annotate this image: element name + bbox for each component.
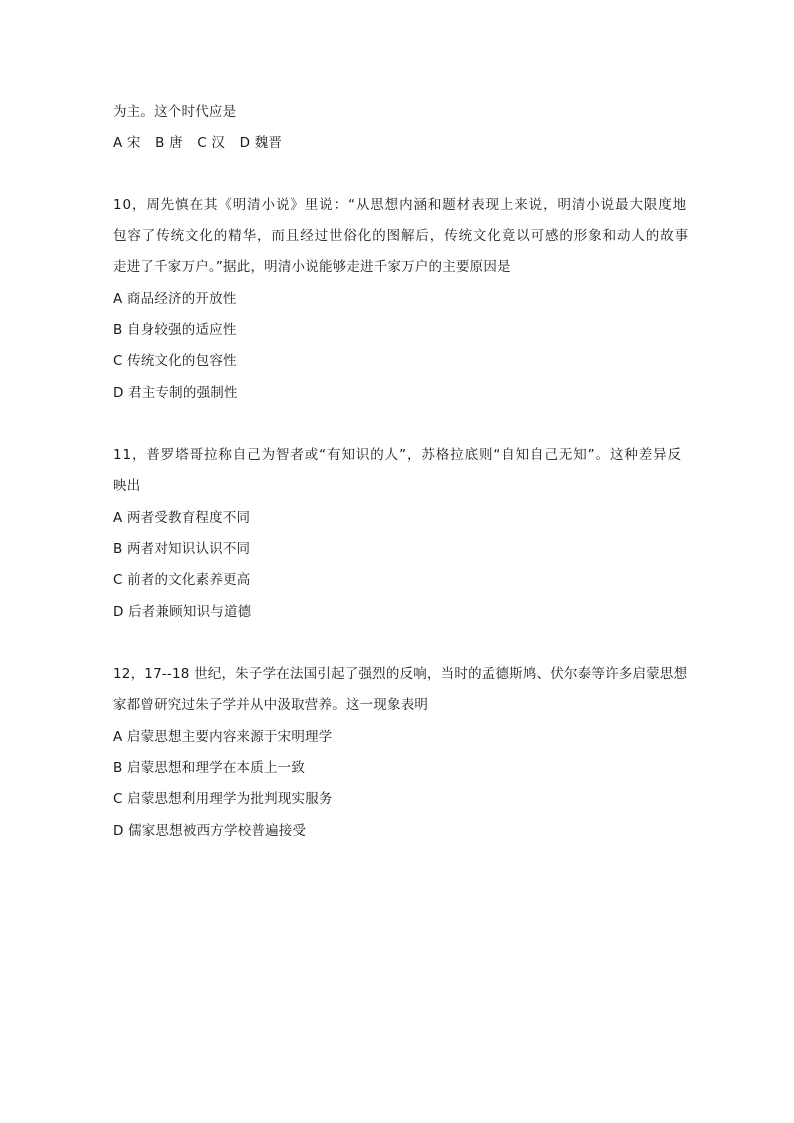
q10-option-a: A 商品经济的开放性 [113,291,237,307]
q10-stem-line-1: 10，周先慎在其《明清小说》里说：“从思想内涵和题材表现上来说，明清小说最大限度地 [113,197,688,213]
q12-option-b: B 启蒙思想和理学在本质上一致 [113,760,306,776]
q12-option-d: D 儒家思想被西方学校普遍接受 [113,823,307,839]
q9-stem-tail: 为主。这个时代应是 [113,104,237,120]
q12-stem-line-1: 12，17--18 世纪，朱子学在法国引起了强烈的反响，当时的孟德斯鸠、伏尔泰等许多启蒙思想 [113,666,688,682]
q11-option-b: B 两者对知识认识不同 [113,541,251,557]
q9-option-c: C 汉 [197,135,226,151]
q10-option-c: C 传统文化的包容性 [113,353,237,369]
q10-stem-line-3: 走进了千家万户。”据此，明清小说能够走进千家万户的主要原因是 [113,259,511,275]
q10-stem-line-2: 包容了传统文化的精华，而且经过世俗化的图解后，传统文化竟以可感的形象和动人的故事 [113,228,689,244]
q11-option-d: D 后者兼顾知识与道德 [113,604,252,620]
q10-option-d: D 君主专制的强制性 [113,385,238,401]
q10-option-b: B 自身较强的适应性 [113,322,237,338]
q11-option-c: C 前者的文化素养更高 [113,572,251,588]
q9-option-b: B 唐 [155,135,183,151]
q11-stem-line-1: 11，普罗塔哥拉称自己为智者或“有知识的人”，苏格拉底则“自知自己无知”。这种差异反 [113,447,682,463]
q12-option-a: A 启蒙思想主要内容来源于宋明理学 [113,729,333,745]
q9-option-d: D 魏晋 [239,135,283,151]
q11-option-a: A 两者受教育程度不同 [113,510,251,526]
q12-option-c: C 启蒙思想利用理学为批判现实服务 [113,791,333,807]
q12-stem-line-2: 家都曾研究过朱子学并从中汲取营养。这一现象表明 [113,697,429,713]
q9-option-a: A 宋 [113,135,141,151]
q9-options [113,134,292,152]
q11-stem-line-2: 映出 [113,478,141,494]
